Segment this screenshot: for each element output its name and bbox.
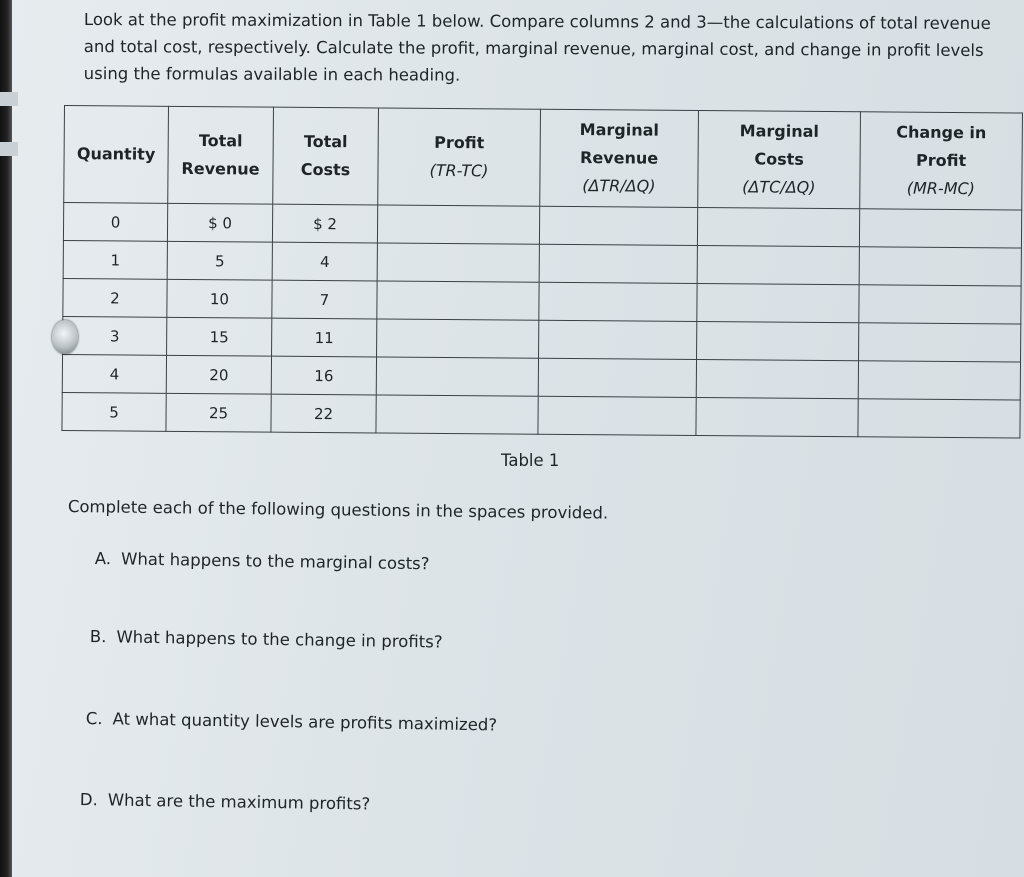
total-revenue-cell: 15 — [167, 317, 272, 356]
header-subtitle: Revenue — [579, 148, 659, 168]
quantity-cell: 3 — [63, 316, 167, 355]
quantity-cell: 5 — [62, 392, 166, 431]
question-text: What are the maximum profits? — [107, 790, 371, 814]
header-title: Quantity — [76, 144, 156, 164]
binder-edge — [0, 0, 12, 877]
total-revenue-cell: $ 0 — [167, 203, 272, 242]
binder-tab — [0, 142, 18, 156]
header-title: Marginal — [739, 121, 819, 141]
profit-cell[interactable] — [376, 357, 538, 396]
header-formula: (TR-TC) — [429, 160, 489, 181]
header-total-costs — [273, 107, 379, 205]
marginal-revenue-cell[interactable] — [539, 244, 697, 283]
table-header-row — [64, 106, 1023, 211]
marginal-revenue-cell[interactable] — [539, 282, 697, 321]
total-costs-cell: 11 — [272, 318, 377, 357]
change-in-profit-cell[interactable] — [859, 323, 1021, 362]
profit-cell[interactable] — [377, 281, 539, 320]
instructions-text: Complete each of the following questions in the spaces provided. — [67, 497, 609, 523]
header-marginal-costs — [698, 110, 861, 208]
profit-cell[interactable] — [377, 319, 539, 358]
question-letter: C. — [85, 709, 103, 729]
binder-ring-icon — [52, 320, 78, 354]
marginal-costs-cell[interactable] — [697, 245, 859, 284]
total-revenue-cell: 5 — [167, 241, 272, 280]
question-text: At what quantity levels are profits maximized? — [112, 709, 498, 735]
question-text: What happens to the change in profits? — [116, 627, 443, 652]
header-title: Profit — [434, 132, 485, 153]
header-marginal-revenue — [540, 109, 699, 207]
change-in-profit-cell[interactable] — [858, 361, 1020, 400]
question-letter: D. — [79, 790, 98, 810]
table-row — [62, 392, 1020, 438]
profit-cell[interactable] — [376, 395, 538, 434]
intro-paragraph — [84, 6, 1019, 91]
change-in-profit-cell[interactable] — [858, 399, 1020, 438]
profit-table — [61, 105, 1023, 439]
header-title: Change in — [896, 122, 987, 143]
question-c — [86, 709, 497, 734]
header-change-in-profit — [860, 112, 1023, 210]
question-a — [95, 549, 430, 573]
header-title: Total — [198, 131, 243, 151]
header-formula: (MR-MC) — [906, 178, 976, 199]
total-costs-cell: 4 — [272, 242, 377, 281]
question-d — [80, 790, 371, 814]
header-subtitle: Profit — [915, 150, 967, 171]
intro-line-2: and total cost, respectively. Calculate the profit, marginal revenue, marginal cost, and change in profit levels — [83, 36, 984, 60]
table-caption: Table 1 — [501, 451, 560, 470]
header-subtitle: Revenue — [181, 158, 260, 179]
quantity-cell: 1 — [63, 240, 167, 279]
header-title: Total — [303, 131, 348, 152]
marginal-costs-cell[interactable] — [697, 207, 859, 246]
header-total-revenue — [168, 106, 274, 204]
intro-line-3: using the formulas available in each heading. — [83, 63, 461, 85]
change-in-profit-cell[interactable] — [859, 285, 1021, 324]
total-revenue-cell: 10 — [167, 279, 272, 318]
question-text: What happens to the marginal costs? — [120, 549, 430, 574]
profit-cell[interactable] — [377, 243, 539, 282]
change-in-profit-cell[interactable] — [859, 209, 1021, 248]
marginal-costs-cell[interactable] — [696, 397, 858, 436]
header-subtitle: Costs — [754, 149, 804, 169]
header-title: Marginal — [579, 120, 660, 140]
marginal-costs-cell[interactable] — [697, 321, 859, 360]
change-in-profit-cell[interactable] — [859, 247, 1021, 286]
total-revenue-cell: 20 — [166, 355, 271, 394]
marginal-costs-cell[interactable] — [697, 283, 859, 322]
marginal-revenue-cell[interactable] — [538, 358, 696, 397]
total-costs-cell: 16 — [271, 356, 376, 395]
binder-tab — [0, 92, 18, 106]
question-b — [90, 627, 443, 652]
quantity-cell: 2 — [63, 278, 167, 317]
question-letter: B. — [89, 627, 107, 647]
total-costs-cell: 22 — [271, 394, 376, 433]
marginal-revenue-cell[interactable] — [539, 206, 697, 245]
header-quantity — [64, 106, 169, 204]
question-letter: A. — [94, 549, 112, 569]
intro-line-1: Look at the profit maximization in Table 1 below. Compare columns 2 and 3—the calculations of total revenue — [83, 9, 991, 33]
total-costs-cell: $ 2 — [272, 204, 377, 243]
header-formula: (ΔTR/ΔQ) — [582, 176, 656, 196]
marginal-revenue-cell[interactable] — [539, 320, 697, 359]
quantity-cell: 4 — [62, 354, 166, 393]
marginal-revenue-cell[interactable] — [538, 396, 696, 435]
total-costs-cell: 7 — [272, 280, 377, 319]
header-profit — [378, 108, 541, 206]
profit-cell[interactable] — [377, 205, 539, 244]
total-revenue-cell: 25 — [166, 393, 271, 432]
header-formula: (ΔTC/ΔQ) — [742, 177, 816, 197]
quantity-cell: 0 — [63, 203, 167, 242]
marginal-costs-cell[interactable] — [696, 359, 858, 398]
header-subtitle: Costs — [300, 159, 351, 180]
